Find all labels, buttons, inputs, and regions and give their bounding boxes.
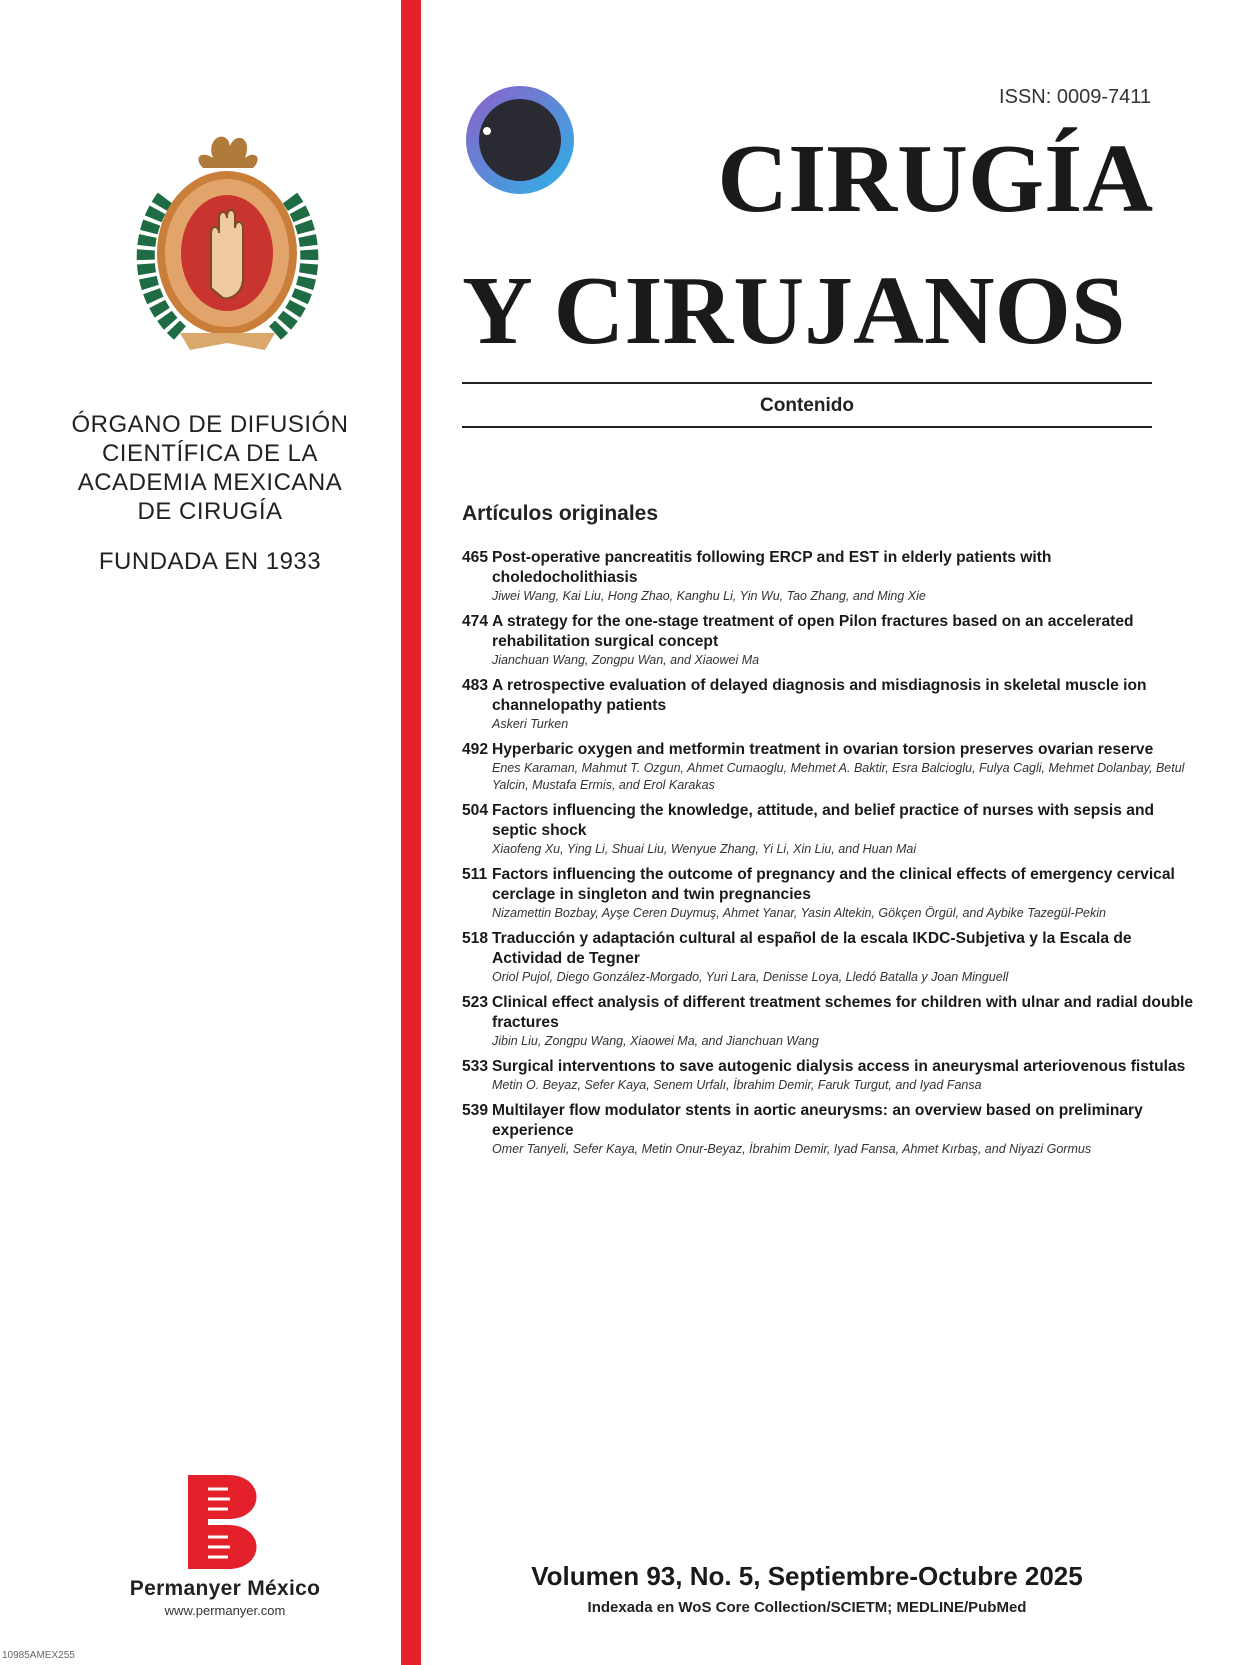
- toc-entry[interactable]: [462, 740, 1197, 794]
- header-rule-top: [462, 382, 1152, 384]
- article-title: Factors influencing the outcome of pregnancy and the clinical effects of emergency cervical cerclage in singleton and twin pregnancies: [492, 866, 1175, 903]
- article-title: A strategy for the one-stage treatment of open Pilon fractures based on an accelerated rehabilitation surgical concept: [492, 613, 1134, 650]
- permanyer-logo-icon: [188, 1475, 264, 1569]
- founded-year: FUNDADA EN 1933: [98, 548, 322, 575]
- issn-label: ISSN: 0009-7411: [999, 86, 1151, 108]
- article-title: Factors influencing the knowledge, attitude, and belief practice of nurses with sepsis and septic shock: [492, 802, 1154, 839]
- toc-entry[interactable]: [462, 1101, 1197, 1158]
- article-authors: Askeri Turken: [492, 717, 569, 731]
- page-number: 504: [462, 802, 489, 819]
- academia-crest-icon: [135, 128, 320, 368]
- publisher-url: www.permanyer.com: [164, 1603, 286, 1618]
- section-title: Artículos originales: [462, 502, 659, 525]
- heading-line: ÓRGANO DE DIFUSIÓN: [71, 411, 349, 438]
- indexing-info: Indexada en WoS Core Collection/SCIETM; MEDLINE/PubMed: [587, 1599, 1027, 1616]
- print-code: 10985AMEX255: [2, 1650, 75, 1661]
- page-number: 518: [462, 930, 489, 947]
- page-number: 511: [462, 866, 488, 883]
- journal-title-line-1: CIRUGÍA: [717, 125, 1153, 233]
- red-divider-bar: [401, 0, 421, 1665]
- page-number: 539: [462, 1102, 489, 1119]
- page-number: 533: [462, 1058, 489, 1075]
- toc-entry[interactable]: [462, 993, 1197, 1050]
- article-authors: Omer Tanyeli, Sefer Kaya, Metin Onur-Beyaz, İbrahim Demir, Iyad Fansa, Ahmet Kırbaş, and Niyazi Gormus: [492, 1142, 1092, 1156]
- page-number: 483: [462, 677, 489, 694]
- contents-label: Contenido: [760, 395, 854, 416]
- page-number: 465: [462, 549, 489, 566]
- toc-entry[interactable]: [462, 865, 1197, 922]
- article-authors: Metin O. Beyaz, Sefer Kaya, Senem Urfalı, İbrahim Demir, Faruk Turgut, and Iyad Fansa: [492, 1078, 982, 1092]
- toc-entry[interactable]: [462, 548, 1197, 605]
- article-title: Clinical effect analysis of different treatment schemes for children with ulnar and radial double fractures: [492, 994, 1194, 1031]
- heading-line: CIENTÍFICA DE LA: [101, 440, 319, 467]
- toc-entry[interactable]: [462, 801, 1197, 858]
- article-title: Surgical interventıons to save autogenic dialysis access in aneurysmal arteriovenous fistulas: [492, 1058, 1186, 1075]
- article-title: Post-operative pancreatitis following ERCP and EST in elderly patients with choledocholithiasis: [492, 549, 1052, 586]
- toc-entry[interactable]: [462, 1057, 1197, 1094]
- page-number: 523: [462, 994, 489, 1011]
- toc-entry[interactable]: [462, 929, 1197, 986]
- article-title: Hyperbaric oxygen and metformin treatment in ovarian torsion preserves ovarian reserve: [492, 741, 1154, 758]
- volume-info: Volumen 93, No. 5, Septiembre-Octubre 2025: [531, 1561, 1083, 1591]
- toc-entry[interactable]: [462, 612, 1197, 669]
- article-authors: Jianchuan Wang, Zongpu Wan, and Xiaowei Ma: [492, 653, 760, 667]
- page-number: 474: [462, 613, 489, 630]
- article-authors: Oriol Pujol, Diego González-Morgado, Yuri Lara, Denisse Loya, Lledó Batalla y Joan Minguell: [492, 970, 1009, 984]
- clarivate-badge-icon: [457, 84, 583, 196]
- journal-affiliation-heading: [40, 410, 380, 526]
- page-number: 492: [462, 741, 489, 758]
- header-rule-bottom: [462, 426, 1152, 428]
- article-title: Traducción y adaptación cultural al español de la escala IKDC-Subjetiva y la Escala de Actividad de Tegner: [492, 930, 1132, 967]
- article-title: Multilayer flow modulator stents in aortic aneurysms: an overview based on preliminary experience: [492, 1102, 1143, 1139]
- article-authors: Jiwei Wang, Kai Liu, Hong Zhao, Kanghu Li, Yin Wu, Tao Zhang, and Ming Xie: [492, 589, 926, 603]
- article-title: A retrospective evaluation of delayed diagnosis and misdiagnosis in skeletal muscle ion channelopathy patients: [492, 677, 1147, 714]
- article-authors: Jibin Liu, Zongpu Wang, Xiaowei Ma, and Jianchuan Wang: [492, 1034, 819, 1048]
- toc-entry[interactable]: [462, 676, 1197, 733]
- heading-line: ACADEMIA MEXICANA: [77, 469, 343, 496]
- article-authors: Nizamettin Bozbay, Ayşe Ceren Duymuş, Ahmet Yanar, Yasin Altekin, Gökçen Örgül, and Aybike Tazegül-Pekin: [492, 906, 1106, 920]
- heading-line: DE CIRUGÍA: [137, 498, 283, 525]
- journal-title-line-2: Y CIRUJANOS: [462, 257, 1126, 365]
- publisher-name: Permanyer México: [129, 1577, 321, 1600]
- article-authors: Enes Karaman, Mahmut T. Ozgun, Ahmet Cumaoglu, Mehmet A. Baktir, Esra Balcioglu, Fulya Cagli, Mehmet Dolanbay, Betul Yalcin, Mustafa Ermis, and Erol Karakas: [492, 761, 1185, 792]
- article-authors: Xiaofeng Xu, Ying Li, Shuai Liu, Wenyue Zhang, Yi Li, Xin Liu, and Huan Mai: [492, 842, 917, 856]
- table-of-contents: [462, 548, 1197, 1165]
